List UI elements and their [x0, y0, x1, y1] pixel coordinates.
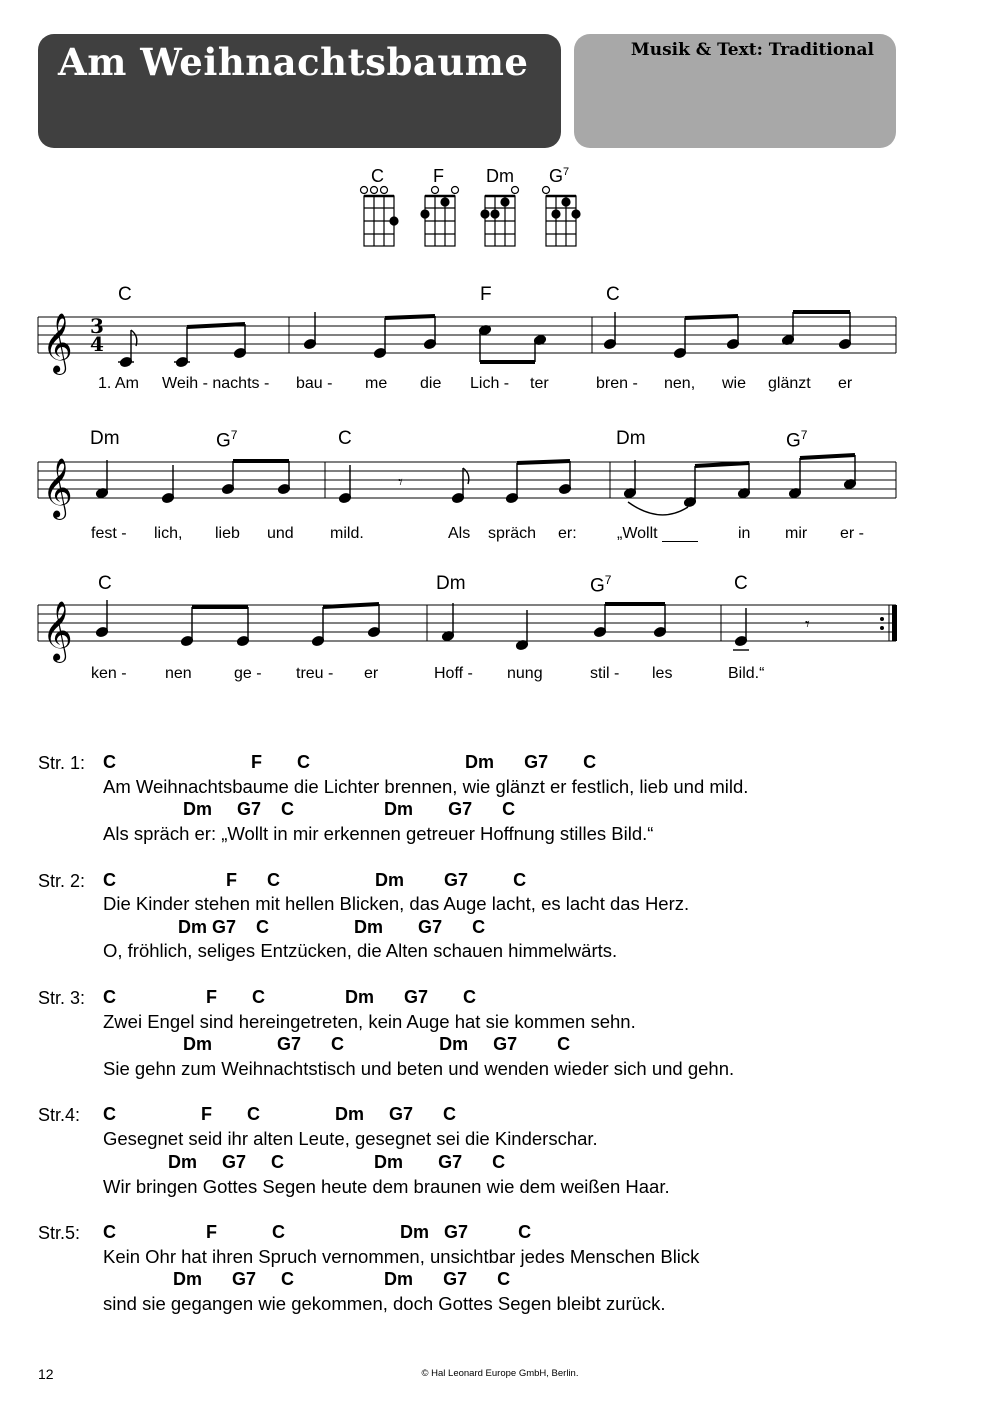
verse-chords: Dm G7 C Dm G7 C [103, 1034, 571, 1054]
staff2-lyric: und [267, 525, 294, 542]
staff3-lyric: Hoff - [434, 665, 473, 682]
diagram-label-dm: Dm [486, 166, 514, 186]
staff2-lyric: spräch [488, 525, 537, 542]
verse-text: Wir bringen Gottes Segen heute dem braunen wie dem weißen Haar. [103, 1176, 670, 1197]
staff2-lyric: lich, [154, 525, 183, 542]
staff-3 [38, 605, 896, 641]
staff3-chord-1: C [98, 573, 112, 594]
verse-label: Str. 3: [38, 988, 86, 1008]
staff2-lyric: mild. [330, 525, 364, 542]
verse-chords: Dm G7 C Dm G7 C [103, 917, 486, 937]
staff1-lyric: me [365, 375, 388, 392]
song-credit: Musik & Text: Traditional [630, 40, 874, 60]
verse-chords: C F C Dm G7 C [103, 752, 597, 772]
verse-text: Die Kinder stehen mit hellen Blicken, das Auge lacht, es lacht das Herz. [103, 893, 690, 914]
melisma-line [662, 541, 698, 542]
staff2-lyric: er - [840, 525, 864, 542]
staff3-lyric: stil - [590, 665, 620, 682]
staff3-chord-3: $G^7$ [590, 573, 612, 597]
chord-diagram-c [361, 187, 399, 247]
staff1-lyric: glänzt [768, 375, 811, 392]
treble-clef: 𝄞 [42, 313, 73, 373]
staff2-lyric: er: [558, 525, 577, 542]
staff1-lyric: bren - [596, 375, 638, 392]
verse-chords: C F C Dm G7 C [103, 870, 527, 890]
verse-label: Str.4: [38, 1105, 81, 1125]
staff3-chord-2: Dm [436, 573, 466, 594]
diagram-label-c: C [371, 166, 384, 186]
time-sig-top: 3 [90, 314, 104, 338]
verse-chords: Dm G7 C Dm G7 C [103, 1152, 506, 1172]
eighth-rest-2: 𝄾 [398, 472, 403, 493]
verse-text: Als spräch er: „Wollt in mir erkennen getreuer Hoffnung stilles Bild.“ [103, 823, 654, 844]
staff2-chord-3: C [338, 428, 352, 449]
final-barline [892, 605, 897, 641]
staff-2 [38, 462, 896, 498]
staff3-lyric: les [652, 665, 673, 682]
repeat-dot-upper [880, 617, 884, 621]
verse-text: O, fröhlich, seliges Entzücken, die Alten schauen himmelwärts. [103, 940, 618, 961]
staff3-lyric: ken - [91, 665, 127, 682]
diagram-label-g7: $G^7$ [549, 166, 570, 186]
staff1-lyric: die [420, 375, 442, 392]
chord-diagram-dm [481, 187, 519, 247]
staff3-chord-4: C [734, 573, 748, 594]
verse-chords: Dm G7 C Dm G7 C [103, 1269, 511, 1289]
repeat-dot-lower [880, 626, 884, 630]
staff2-chord-1: Dm [90, 428, 120, 449]
staff1-lyric: 1. Am [98, 375, 139, 392]
staff2-chord-2: $G^7$ [216, 428, 238, 452]
staff1-lyric: Lich - [470, 375, 510, 392]
staff2-lyric: fest - [91, 525, 127, 542]
song-title: Am Weihnachtsbaume [58, 40, 529, 84]
staff2-lyric: lieb [215, 525, 240, 542]
treble-clef-2: 𝄞 [42, 458, 73, 518]
staff1-lyric: Weih - nachts - [162, 375, 270, 392]
notes-staff-3 [95, 600, 749, 651]
verse-label: Str. 2: [38, 871, 86, 891]
staff1-lyric: bau - [296, 375, 333, 392]
staff1-lyric: nen, [664, 375, 696, 392]
staff1-chord-1: C [118, 284, 132, 305]
staff1-lyric: er [838, 375, 853, 392]
verse-label: Str. 1: [38, 753, 86, 773]
copyright: © Hal Leonard Europe GmbH, Berlin. [421, 1368, 579, 1379]
staff3-lyric: er [364, 665, 379, 682]
verse-text: Gesegnet seid ihr alten Leute, gesegnet sei die Kinderschar. [103, 1128, 598, 1149]
treble-clef-3: 𝄞 [42, 601, 73, 661]
verse-text: sind sie gegangen wie gekommen, doch Gottes Segen bleibt zurück. [103, 1293, 666, 1314]
staff3-lyric: Bild.“ [728, 665, 765, 682]
verse-text: Am Weihnachtsbaume die Lichter brennen, wie glänzt er festlich, lieb und mild. [103, 776, 749, 797]
staff1-lyric: wie [722, 375, 747, 392]
staff2-lyric: Als [448, 525, 471, 542]
staff2-lyric: in [738, 525, 751, 542]
staff3-lyric: treu - [296, 665, 334, 682]
notes-staff-2 [95, 455, 856, 515]
staff2-lyric: „Wollt [617, 525, 658, 542]
staff3-lyric: nen [165, 665, 192, 682]
staff3-lyric: nung [507, 665, 543, 682]
staff-1 [38, 317, 896, 353]
verse-label: Str.5: [38, 1223, 81, 1243]
verse-chords: C F C Dm G7 C [103, 1104, 457, 1124]
verse-chords: C F C Dm G7 C [103, 1222, 532, 1242]
staff3-lyric: ge - [234, 665, 262, 682]
page-number: 12 [38, 1366, 54, 1382]
staff2-chord-4: Dm [616, 428, 646, 449]
staff1-chord-2: F [480, 284, 492, 305]
staff1-chord-3: C [606, 284, 620, 305]
chord-diagram-f [421, 187, 459, 247]
eighth-rest-3: 𝄾 [805, 614, 810, 635]
chord-diagram-g7 [543, 187, 581, 247]
verse-text: Kein Ohr hat ihren Spruch vernommen, unsichtbar jedes Menschen Blick [103, 1246, 700, 1267]
verse-text: Zwei Engel sind hereingetreten, kein Auge hat sie kommen sehn. [103, 1011, 636, 1032]
time-sig-bottom: 4 [90, 332, 104, 356]
staff2-lyric: mir [785, 525, 808, 542]
verse-chords: C F C Dm G7 C [103, 987, 477, 1007]
notes-staff-1 [118, 312, 852, 368]
verse-text: Sie gehn zum Weihnachtstisch und beten und wenden wieder sich und gehn. [103, 1058, 735, 1079]
verse-chords: Dm G7 C Dm G7 C [103, 799, 516, 819]
diagram-label-f: F [433, 166, 444, 186]
staff2-chord-5: $G^7$ [786, 428, 808, 452]
staff1-lyric: ter [530, 375, 549, 392]
